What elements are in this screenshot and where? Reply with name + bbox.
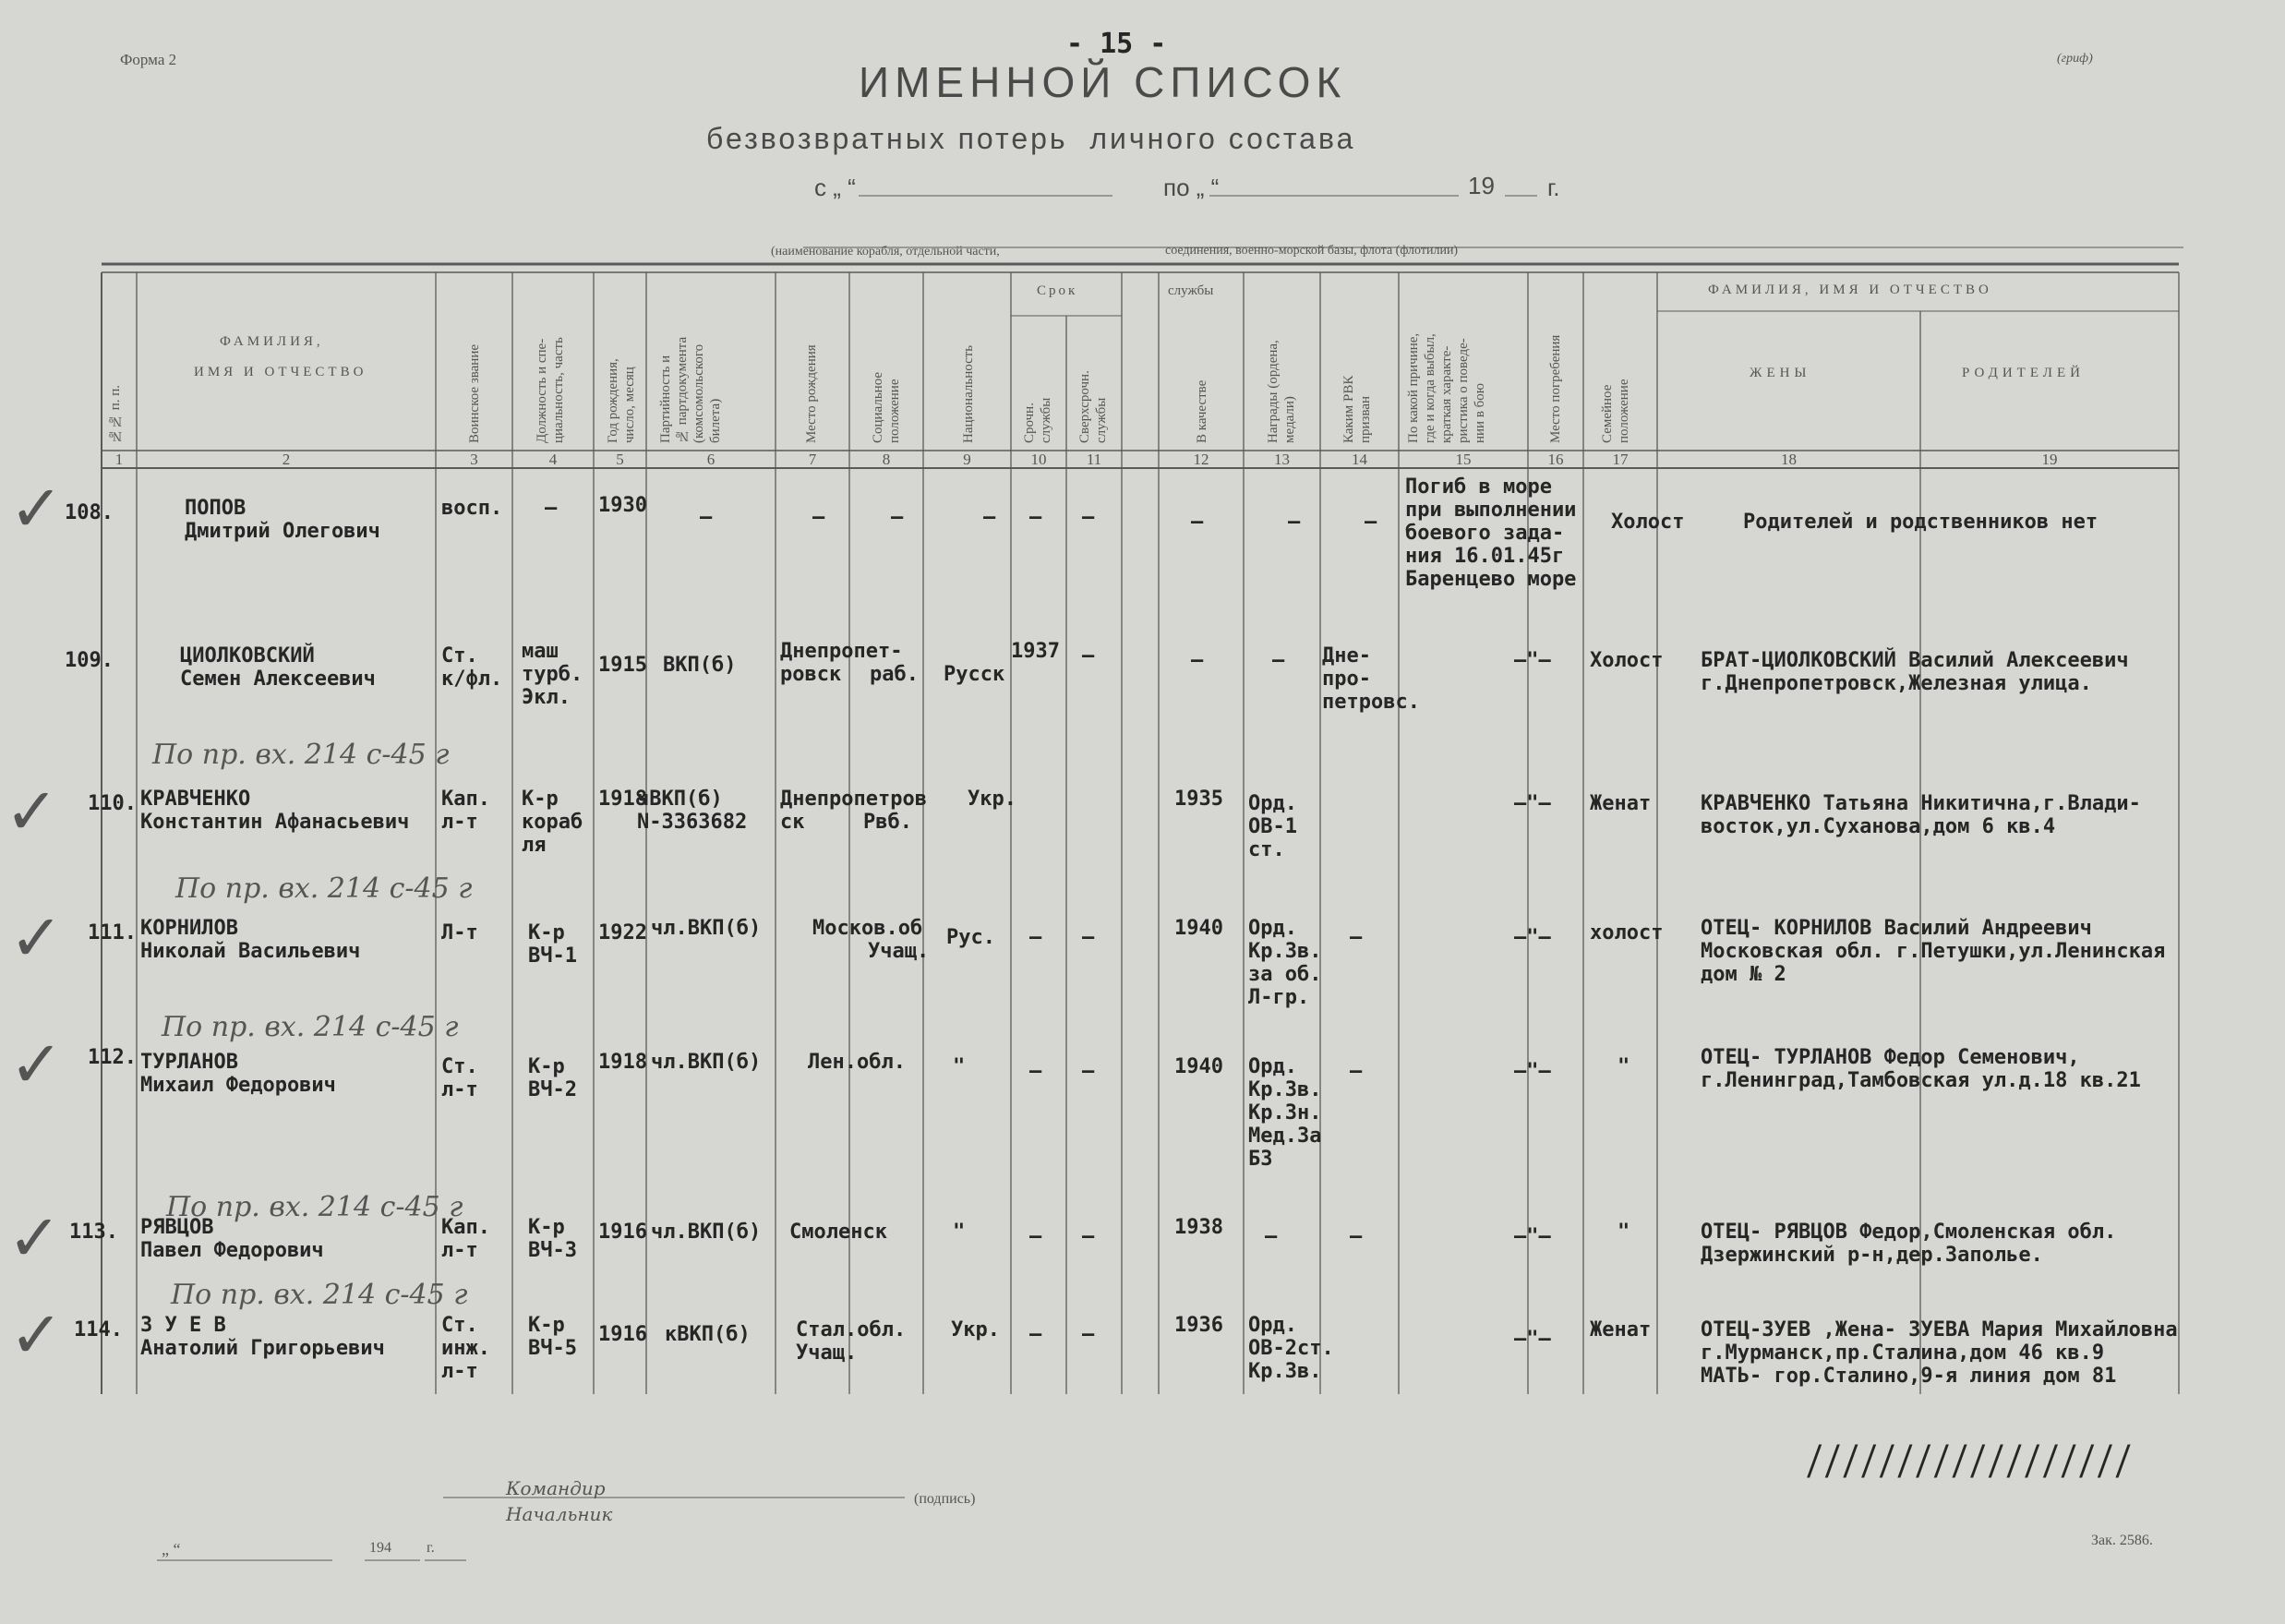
row-112-term-extended: – [1082, 1060, 1095, 1083]
form-label: Форма 2 [120, 51, 177, 68]
col-num-header: №№ п. п. [108, 384, 123, 443]
row-111-rvk: – [1350, 926, 1363, 949]
row-110-relatives: КРАВЧЕНКО Татьяна Никитична,г.Влади- восток,ул.Суханова,дом 6 кв.4 [1701, 792, 2141, 838]
col-number: 17 [1612, 451, 1629, 468]
row-110-party: чВКП(б) N-3363682 [637, 788, 748, 834]
row-112-awards: Орд. Кр.Зв. Кр.Зн. Мед.За БЗ [1248, 1055, 1322, 1171]
page-number: - 15 - [1066, 28, 1167, 60]
row-111-family: холост [1590, 921, 1664, 944]
row-109-num: 109. [65, 649, 114, 672]
row-111-burial: –"– [1514, 926, 1551, 949]
row-108-awards: – [1288, 511, 1301, 534]
row-112-birth: 1918 [598, 1051, 647, 1074]
row-112-term-regular: – [1029, 1060, 1042, 1083]
row-114-note: По пр. вх. 214 с-45 г [171, 1279, 468, 1311]
row-110-awards: Орд. ОВ-1 ст. [1248, 792, 1297, 861]
col-service-group-header: службы [1168, 283, 1214, 298]
row-113-name: РЯВЦОВ Павел Федорович [140, 1216, 324, 1262]
col-social-header: Социальное положение [871, 371, 902, 443]
row-112-birthplace: Лен.обл. [808, 1051, 906, 1074]
unit-caption-right: соединения, военно-морской базы, флота (флотилии) [1165, 244, 1459, 258]
row-114-party: кВКП(б) [665, 1323, 751, 1346]
col-birthplace-header: Место рождения [804, 344, 819, 443]
row-111-rank: Л-т [441, 921, 478, 944]
row-109-awards: – [1272, 649, 1285, 672]
row-114-term-regular: – [1029, 1323, 1042, 1346]
row-109-relatives: БРАТ-ЦИОЛКОВСКИЙ Василий Алексеевич г.Днепропетровск,Железная улица. [1701, 649, 2129, 695]
row-113-rvk: – [1350, 1225, 1363, 1248]
row-114-term-extended: – [1082, 1323, 1095, 1346]
row-110-num: 110. [88, 792, 137, 815]
row-110-social: Рвб. [863, 811, 912, 834]
period-year: 19 [1468, 172, 1495, 199]
row-113-party: чл.ВКП(б) [651, 1221, 762, 1244]
check-mark-icon: ✓ [9, 1027, 64, 1102]
row-108-relatives: Родителей и родственников нет [1743, 511, 2099, 534]
row-110-name: КРАВЧЕНКО Константин Афанасьевич [140, 788, 410, 834]
row-108-birthplace: – [812, 506, 825, 529]
row-114-nationality: Укр. [951, 1318, 1000, 1341]
col-number: 5 [616, 451, 624, 468]
col-number: 13 [1274, 451, 1290, 468]
row-113-birthplace: Смоленск [789, 1221, 887, 1244]
row-109-birth: 1915 [598, 654, 647, 677]
row-112-rvk: – [1350, 1060, 1363, 1083]
col-relatives-group-header: ФАМИЛИЯ, ИМЯ И ОТЧЕСТВО [1708, 283, 1992, 297]
row-109-term-extended: – [1082, 644, 1095, 668]
row-112-relatives: ОТЕЦ- ТУРЛАНОВ Федор Семенович, г.Ленинград,Тамбовская ул.д.18 кв.21 [1701, 1046, 2141, 1092]
col-cause-header: По какой причине, где и когда выбыл, краткая характе- ристика о поведе- нии в бою [1406, 332, 1487, 443]
row-113-rank: Кап. л-т [441, 1216, 490, 1262]
row-114-in-rank: 1936 [1174, 1314, 1223, 1337]
row-113-in-rank: 1938 [1174, 1216, 1223, 1239]
row-108-num: 108. [65, 501, 114, 524]
row-108-name: ПОПОВ Дмитрий Олегович [185, 497, 380, 543]
row-110-family: Женат [1590, 792, 1652, 815]
col-number: 1 [114, 451, 124, 468]
col-number: 9 [963, 451, 971, 468]
row-111-term-extended: – [1082, 926, 1095, 949]
row-113-social: " [953, 1221, 966, 1244]
row-113-birth: 1916 [598, 1221, 647, 1244]
stamp-label: (гриф) [2057, 52, 2093, 66]
col-term-regular-header: Срочн. службы [1022, 397, 1053, 443]
col-number: 16 [1547, 451, 1564, 468]
row-108-rvk: – [1365, 511, 1377, 534]
row-109-birthplace: Днепропет- ровск [780, 640, 903, 686]
col-family-header: Семейное положение [1600, 379, 1631, 443]
check-mark-icon: ✓ [9, 900, 64, 976]
row-112-position: К-р ВЧ-2 [528, 1055, 577, 1101]
col-number: 6 [706, 451, 716, 468]
date-prefix: „ “ [162, 1540, 181, 1558]
row-109-social: раб. [870, 663, 919, 686]
row-114-family: Женат [1590, 1318, 1652, 1341]
check-mark-icon: ✓ [5, 774, 59, 849]
col-number: 11 [1086, 451, 1102, 468]
row-112-note: По пр. вх. 214 с-45 г [162, 1011, 459, 1043]
row-111-in-rank: 1940 [1174, 917, 1223, 940]
check-mark-icon: ✓ [9, 471, 64, 547]
row-108-cause: Погиб в море при выполнении боевого зада- ния 16.01.45г Баренцево море [1405, 475, 1577, 591]
row-113-term-regular: – [1029, 1225, 1042, 1248]
document-subtitle: безвозвратных потерь личного состава [706, 122, 1356, 155]
row-113-burial: –"– [1514, 1225, 1551, 1248]
col-number: 12 [1193, 451, 1209, 468]
col-number: 4 [548, 451, 558, 468]
check-mark-icon: ✓ [9, 1297, 64, 1373]
row-111-position: К-р ВЧ-1 [528, 921, 577, 968]
col-burial-header: Место погребения [1548, 334, 1563, 443]
row-113-term-extended: – [1082, 1225, 1095, 1248]
row-109-position: маш турб. Экл. [522, 640, 583, 709]
document-title: ИМЕННОЙ СПИСОК [859, 58, 1347, 106]
col-awards-header: Награды (ордена, медали) [1266, 340, 1297, 443]
row-110-birthplace: Днепропетров ск [780, 788, 927, 834]
row-111-party: чл.ВКП(б) [651, 917, 762, 940]
row-111-num: 111. [88, 921, 137, 944]
col-birth-header: Год рождения, число, месяц [606, 358, 637, 443]
row-113-num: 113. [69, 1221, 118, 1244]
col-position-header: Должность и спе- циальность, часть [535, 337, 566, 443]
row-111-note: По пр. вх. 214 с-45 г [175, 872, 473, 905]
row-108-in-rank: – [1191, 511, 1204, 534]
col-in-rank-header: В качестве [1195, 379, 1209, 443]
row-111-birthplace: Москов.об [812, 917, 923, 940]
col-term-extended-header: Сверхсрочн. службы [1077, 370, 1109, 443]
col-wife-header: ЖЕНЫ [1750, 366, 1811, 380]
row-109-nationality: Русск [944, 663, 1005, 686]
row-112-family: " [1618, 1055, 1630, 1078]
col-name-header-bottom: ИМЯ И ОТЧЕСТВО [194, 365, 367, 379]
row-114-rank: Ст. инж. л-т [441, 1314, 490, 1383]
col-number: 15 [1455, 451, 1472, 468]
row-110-note: По пр. вх. 214 с-45 г [152, 739, 450, 771]
row-112-social: " [953, 1055, 966, 1078]
order-number: Зак. 2586. [2091, 1533, 2153, 1548]
period-from: с „ “ [814, 174, 856, 201]
row-108-rank: восп. [441, 497, 503, 520]
col-name-header-top: ФАМИЛИЯ, [220, 334, 324, 349]
col-rvk-header: Каким РВК призван [1341, 375, 1373, 443]
col-nationality-header: Национальность [961, 344, 976, 443]
row-111-term-regular: – [1029, 926, 1042, 949]
hatch-strokes-icon: |||||||||||||||||| [1798, 1440, 2139, 1478]
row-112-party: чл.ВКП(б) [651, 1051, 762, 1074]
row-111-birth: 1922 [598, 921, 647, 944]
row-112-burial: –"– [1514, 1060, 1551, 1083]
row-114-birth: 1916 [598, 1323, 647, 1346]
col-number: 19 [2041, 451, 2058, 468]
row-108-term-regular: – [1029, 506, 1042, 529]
row-108-term-extended: – [1082, 506, 1095, 529]
col-number: 8 [882, 451, 891, 468]
row-109-rvk: Дне- про- петровс. [1322, 644, 1420, 714]
unit-caption-left: (наименование корабля, отдельной части, [771, 245, 1000, 259]
row-114-awards: Орд. ОВ-2ст. Кр.Зв. [1248, 1314, 1334, 1383]
row-113-note: По пр. вх. 214 с-45 г [166, 1191, 463, 1223]
period-to: по „ “ [1163, 174, 1220, 201]
row-110-in-rank: 1935 [1174, 788, 1223, 811]
row-113-awards: – [1265, 1225, 1278, 1248]
col-number: 2 [282, 451, 291, 468]
col-number: 14 [1352, 451, 1367, 468]
check-mark-icon: ✓ [7, 1200, 62, 1276]
row-108-position: – [545, 497, 558, 520]
col-number: 10 [1030, 451, 1047, 468]
row-111-awards: Орд. Кр.Зв. за об. Л-гр. [1248, 917, 1322, 1009]
row-109-name: ЦИОЛКОВСКИЙ Семен Алексеевич [180, 644, 376, 691]
row-110-nationality: Укр. [968, 788, 1016, 811]
row-114-burial: –"– [1514, 1328, 1551, 1351]
commander-label: Командир [506, 1477, 606, 1499]
row-109-rank: Ст. к/фл. [441, 644, 503, 691]
col-number: 3 [470, 451, 478, 468]
signature-caption: (подпись) [914, 1491, 976, 1507]
col-party-header: Партийность и № партдокумента (комсомольского билета) [658, 336, 723, 443]
row-108-nationality: – [983, 506, 996, 529]
date-suffix: г. [427, 1540, 435, 1556]
row-109-in-rank: – [1191, 649, 1204, 672]
row-109-term-regular: 1937 [1011, 640, 1060, 663]
row-114-position: К-р ВЧ-5 [528, 1314, 577, 1360]
row-109-burial: –"– [1514, 649, 1551, 672]
row-111-social: Учащ. [868, 940, 930, 963]
row-114-relatives: ОТЕЦ-ЗУЕВ ,Жена- ЗУЕВА Мария Михайловна г.Мурманск,пр.Сталина,дом 46 кв.9 МАТЬ- гор.Сталино,9-я линия дом 81 [1701, 1318, 2178, 1388]
row-112-name: ТУРЛАНОВ Михаил Федорович [140, 1051, 336, 1097]
row-114-num: 114. [74, 1318, 123, 1341]
row-111-name: КОРНИЛОВ Николай Васильевич [140, 917, 361, 963]
col-number: 7 [808, 451, 817, 468]
col-term-group-header: Срок [1037, 283, 1078, 298]
row-109-party: ВКП(б) [663, 654, 737, 677]
row-108-birth: 1930 [598, 494, 647, 517]
row-110-birth: 1918 [598, 788, 647, 811]
row-110-burial: –"– [1514, 792, 1551, 815]
row-111-nationality: Рус. [946, 926, 995, 949]
period-year-suffix: г. [1547, 174, 1560, 201]
row-111-relatives: ОТЕЦ- КОРНИЛОВ Василий Андреевич Московская обл. г.Петушки,ул.Ленинская дом № 2 [1701, 917, 2166, 986]
row-112-rank: Ст. л-т [441, 1055, 478, 1101]
row-112-num: 112. [88, 1046, 137, 1069]
col-rank-header: Воинское звание [467, 343, 482, 443]
row-110-rank: Кап. л-т [441, 788, 490, 834]
row-112-in-rank: 1940 [1174, 1055, 1223, 1078]
date-year: 194 [369, 1540, 391, 1556]
row-108-party: – [700, 506, 713, 529]
col-parents-header: РОДИТЕЛЕЙ [1962, 366, 2085, 380]
row-113-relatives: ОТЕЦ- РЯВЦОВ Федор,Смоленская обл. Дзержинский р-н,дер.Заполье. [1701, 1221, 2117, 1267]
row-110-position: К-р кораб ля [522, 788, 583, 857]
row-114-birthplace: Стал.обл. Учащ. [796, 1318, 907, 1365]
row-113-position: К-р ВЧ-3 [528, 1216, 577, 1262]
row-108-social: – [891, 506, 904, 529]
chief-label: Начальник [506, 1503, 613, 1525]
row-109-family: Холост [1590, 649, 1664, 672]
row-113-family: " [1618, 1221, 1630, 1244]
row-108-family: Холост [1611, 511, 1685, 534]
row-114-name: З У Е В Анатолий Григорьевич [140, 1314, 385, 1360]
col-number: 18 [1781, 451, 1797, 468]
